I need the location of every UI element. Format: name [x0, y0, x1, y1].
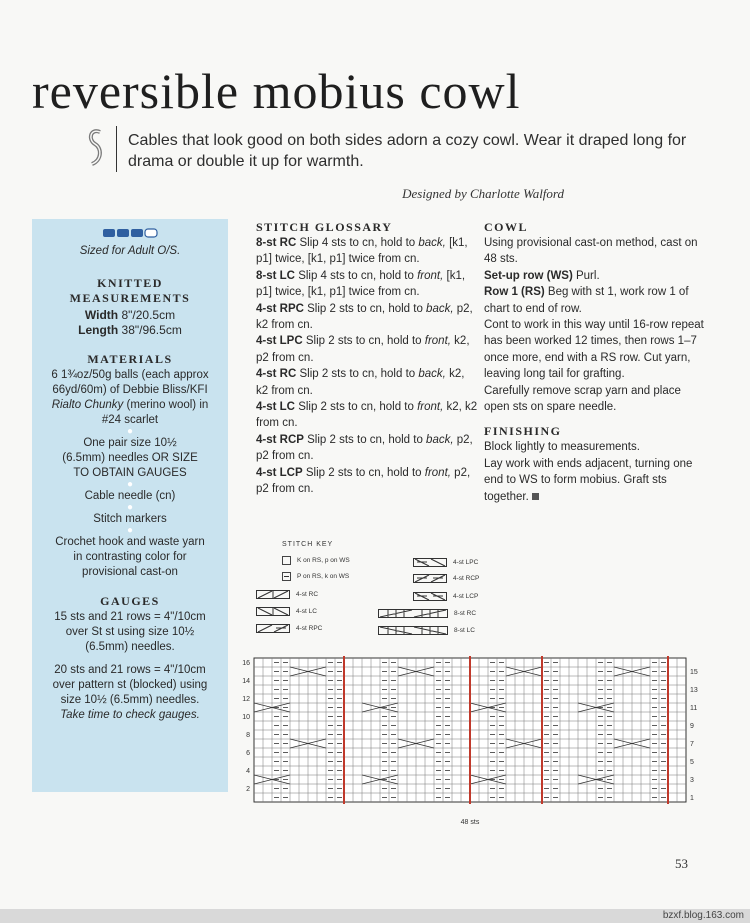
glossary-def-end: k2, k2 from cn.: [256, 368, 465, 397]
length-label: Length: [78, 323, 119, 337]
chart-row-label: 14: [242, 677, 250, 685]
glossary-def-italic: back,: [418, 368, 446, 381]
key-item: [413, 558, 478, 567]
key-label: 4-st RC: [296, 591, 319, 598]
glossary-def-end: [k1, p1] twice, [k1, p1] twice from cn.: [256, 269, 466, 299]
glossary-def-italic: back,: [426, 302, 454, 315]
8-st-rc-symbol-icon: [378, 609, 448, 618]
footer-watermark: bzxf.blog.163.com: [662, 910, 744, 921]
page-title: reversible mobius cowl: [32, 63, 521, 119]
row1-label: Row 1 (RS): [484, 286, 545, 299]
length-value: 38"/96.5cm: [121, 323, 182, 337]
cable-needle-text: Cable needle (cn): [84, 490, 176, 502]
yarn-line-1: 6 1¾oz/50g balls (each approx 66yd/60m) of Debbie Bliss/KFI: [51, 369, 209, 396]
bullet-dot: ●: [126, 479, 134, 490]
crochet-text: Crochet hook and waste yarn in contrasting color for provisional cast-on: [55, 536, 205, 578]
chart-row-label: 1: [690, 794, 694, 802]
finishing-heading: FINISHING: [484, 424, 562, 439]
chart-row-label: 6: [246, 749, 250, 757]
glossary-entry: [256, 465, 478, 498]
glossary-def-italic: back,: [426, 433, 454, 446]
glossary-term: 4-st LPC: [256, 335, 303, 348]
glossary-term: 8-st LC: [256, 269, 295, 282]
materials-heading: MATERIALS: [87, 352, 173, 366]
4-st-lpc-symbol-icon: [413, 558, 447, 567]
key-item: [378, 609, 476, 618]
chart-row-label: 12: [242, 695, 250, 703]
glossary-def: Slip 4 sts to cn, hold to: [298, 269, 418, 282]
key-item: [256, 624, 322, 633]
finishing-p2-text: Lay work with ends adjacent, turning one end to WS to form mobius. Graft sts together.: [484, 457, 693, 503]
chart-row-label: 16: [242, 659, 250, 667]
gauge-2: 20 sts and 21 rows = 4"/10cm over pattern st (blocked) using size 10½ (6.5mm) needles.: [52, 664, 208, 706]
key-label: K on RS, p on WS: [297, 557, 350, 564]
cowl-p1: Using provisional cast-on method, cast on 48 sts.: [484, 237, 698, 266]
glossary-entry: [256, 235, 478, 268]
chart-row-label: 7: [690, 740, 694, 748]
glossary-def: Slip 2 sts to cn, hold to: [305, 335, 425, 348]
setup-label: Set-up row (WS): [484, 269, 573, 282]
4-st-rc-symbol-icon: [256, 590, 290, 599]
glossary-def-end: [k1, p1] twice, [k1, p1] twice from cn.: [256, 237, 468, 266]
glossary-def-end: p2, k2 from cn.: [256, 302, 473, 332]
key-label: 4-st RPC: [296, 625, 323, 632]
glossary-term: 8-st RC: [256, 237, 297, 249]
key-label: 4-st LC: [296, 608, 317, 615]
chart-row-label: 9: [690, 722, 694, 730]
size-text: Sized for Adult O/S.: [79, 245, 181, 257]
footer-bar: [0, 909, 750, 923]
glossary-def: Slip 4 sts to cn, hold to: [299, 237, 419, 249]
knit-symbol-icon: [282, 556, 291, 565]
gauges-heading: GAUGES: [100, 594, 160, 608]
glossary-def: Slip 2 sts to cn, hold to: [307, 433, 427, 446]
yarn-name: Rialto Chunky: [51, 399, 124, 411]
key-label: 4-st RCP: [453, 575, 480, 582]
cowl-heading: COWL: [484, 220, 529, 234]
row1: [484, 284, 706, 317]
bullet-dot: ●: [126, 525, 134, 536]
markers-text: Stitch markers: [93, 513, 167, 525]
key-label: P on RS, k on WS: [297, 573, 350, 580]
key-label: 4-st LCP: [453, 593, 479, 600]
page-number: 53: [675, 856, 688, 871]
glossary-def-italic: front,: [424, 335, 451, 348]
gauge-note: Take time to check gauges.: [60, 709, 200, 721]
chart-row-label: 8: [246, 731, 250, 739]
end-square-icon: [532, 493, 539, 500]
glossary-heading: STITCH GLOSSARY: [256, 220, 393, 234]
glossary-def-italic: front,: [424, 466, 451, 479]
designer-credit: Designed by Charlotte Walford: [402, 186, 564, 201]
key-item: [282, 572, 349, 581]
glossary-entry: [256, 333, 478, 366]
intro-rule: [116, 126, 117, 172]
instructions: [484, 219, 706, 505]
glossary-def: Slip 2 sts to cn, hold to: [298, 401, 418, 414]
key-label: 8-st LC: [454, 627, 475, 634]
chart-row-label: 15: [690, 668, 698, 676]
glossary-def: Slip 2 sts to cn, hold to: [305, 466, 425, 479]
stitch-key-title: STITCH KEY: [282, 541, 334, 548]
length-line: [32, 323, 228, 338]
yarn-line-3: (merino wool) in #24 scarlet: [101, 399, 209, 426]
glossary-def-end: k2, k2 from cn.: [256, 401, 478, 430]
glossary-def-end: p2, p2 from cn.: [256, 466, 471, 496]
glossary-term: 4-st RCP: [256, 433, 304, 446]
glossary-entry: [256, 366, 478, 399]
width-label: Width: [84, 308, 119, 322]
glossary-term: 4-st RC: [256, 368, 297, 381]
glossary-def-italic: front,: [417, 401, 444, 414]
key-item: [378, 626, 475, 635]
chart-row-label: 3: [690, 776, 694, 784]
glossary-term: 4-st LC: [256, 401, 295, 414]
finishing-p1: Block lightly to measurements.: [484, 441, 640, 454]
4-st-lc-symbol-icon: [256, 607, 290, 616]
glossary-entry: [256, 301, 478, 334]
width-line: [32, 308, 228, 323]
stitch-glossary: [256, 219, 478, 498]
glossary-term: 4-st LCP: [256, 466, 303, 479]
sidebar: [32, 219, 228, 792]
chart-row-label: 2: [246, 785, 250, 793]
chart-row-label: 5: [690, 758, 694, 766]
chart-row-label: 10: [242, 713, 250, 721]
glossary-term: 4-st RPC: [256, 302, 304, 315]
glossary-def-italic: front,: [417, 269, 444, 282]
glossary-def: Slip 2 sts to cn, hold to: [299, 368, 419, 381]
width-value: 8"/20.5cm: [121, 308, 176, 322]
bullet-dot: ●: [126, 502, 134, 513]
finishing-p2: [484, 456, 706, 505]
purl-symbol-icon: [282, 572, 291, 581]
cowl-p3: Carefully remove scrap yarn and place open sts on spare needle.: [484, 384, 681, 414]
setup-row: [484, 268, 706, 284]
key-item: [282, 556, 350, 565]
chart-svg: [232, 650, 702, 825]
key-item: [256, 590, 318, 599]
key-item: [413, 592, 478, 601]
intro-text: Cables that look good on both sides adorn a cozy cowl. Wear it draped long for drama or double it up for warmth.: [128, 132, 687, 170]
key-item: [413, 574, 479, 583]
cowl-p2: Cont to work in this way until 16-row repeat has been worked 12 times, then rows 1–7 once more, end with a RS row. Cut yarn, leaving long tail for grafting.: [484, 319, 704, 381]
knitting-chart: [232, 650, 702, 825]
skill-level-icon: [102, 228, 158, 238]
yarn-text: [46, 368, 214, 428]
glossary-def-italic: back,: [418, 237, 446, 249]
intro-s-icon: [86, 128, 106, 168]
chart-row-label: 4: [246, 767, 250, 775]
glossary-list: [256, 235, 478, 498]
glossary-def: Slip 2 sts to cn, hold to: [307, 302, 427, 315]
8-st-lc-symbol-icon: [378, 626, 448, 635]
key-label: 4-st LPC: [453, 559, 479, 566]
row1-text: Beg with st 1, work row 1 of chart to end of row.: [484, 286, 689, 315]
stitch-key: [256, 540, 516, 640]
chart-row-label: 11: [690, 704, 698, 712]
gauge-1: 15 sts and 21 rows = 4"/10cm over St st using size 10½ (6.5mm) needles.: [54, 611, 206, 653]
chart-xlabel: 48 sts: [460, 819, 480, 825]
bullet-dot: ●: [126, 426, 134, 437]
glossary-def-end: k2, p2 from cn.: [256, 335, 470, 364]
setup-text: Purl.: [572, 269, 600, 282]
key-item: [256, 607, 317, 616]
4-st-rcp-symbol-icon: [413, 574, 447, 583]
measurements-heading: KNITTED MEASUREMENTS: [69, 276, 191, 305]
key-label: 8-st RC: [454, 610, 477, 617]
4-st-lcp-symbol-icon: [413, 592, 447, 601]
needles-text: One pair size 10½ (6.5mm) needles OR SIZE TO OBTAIN GAUGES: [62, 437, 198, 479]
glossary-def-end: p2, p2 from cn.: [256, 433, 473, 463]
glossary-entry: [256, 268, 478, 301]
chart-row-label: 13: [690, 686, 698, 694]
glossary-entry: [256, 432, 478, 465]
4-st-rpc-symbol-icon: [256, 624, 290, 633]
glossary-entry: [256, 399, 478, 432]
